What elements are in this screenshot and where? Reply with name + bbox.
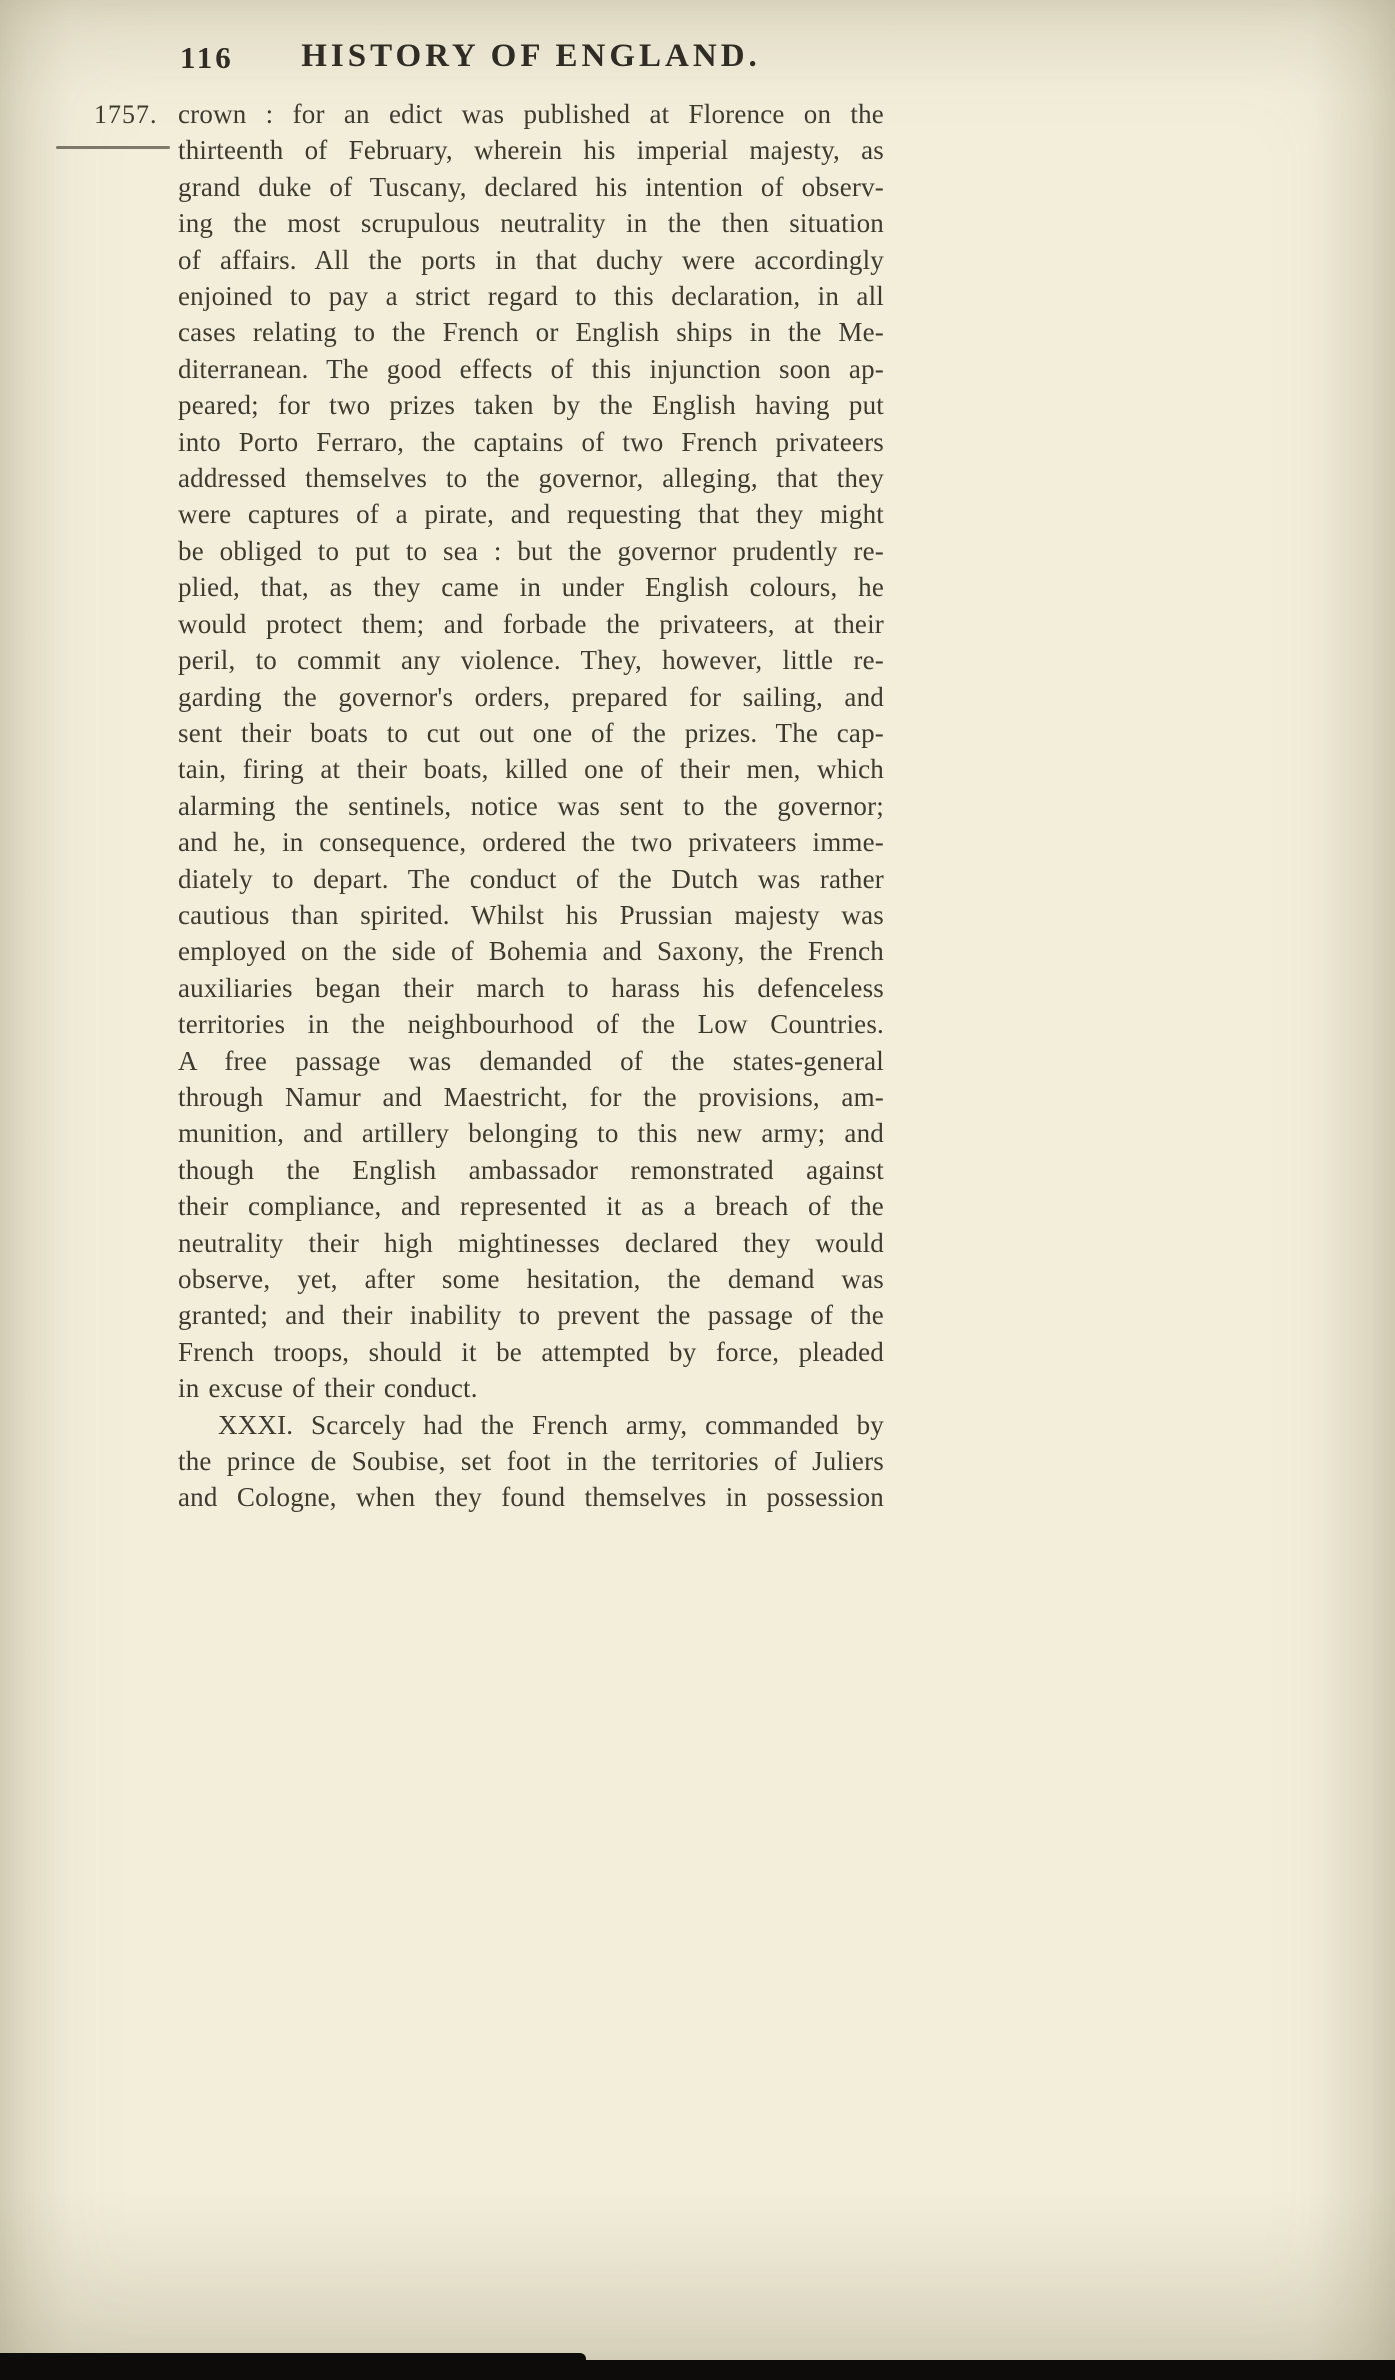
text-line: would protect them; and forbade the privateers, at their [178,608,884,639]
scan-edge-artifact [0,2360,1395,2380]
running-title: HISTORY OF ENGLAND. [301,38,761,74]
text-line: through Namur and Maestricht, for the provisions, am- [178,1081,884,1112]
text-line: peared; for two prizes taken by the English having put [178,390,884,421]
page-number: 116 [180,40,234,75]
text-line: and Cologne, when they found themselves in possession [178,1482,884,1513]
text-line: grand duke of Tuscany, declared his intention of observ- [178,171,884,202]
text-line: granted; and their inability to prevent the passage of the [178,1300,884,1331]
text-line: addressed themselves to the governor, alleging, that they [178,463,884,494]
text-line: and he, in consequence, ordered the two privateers imme- [178,827,884,858]
text-line: cautious than spirited. Whilst his Prussian majesty was [178,899,884,930]
text-line: cases relating to the French or English ships in the Me- [178,317,884,348]
text-line: A free passage was demanded of the states-general [178,1045,884,1076]
text-line: sent their boats to cut out one of the prizes. The cap- [178,717,884,748]
text-line: though the English ambassador remonstrated against [178,1154,884,1185]
text-line: diterranean. The good effects of this injunction soon ap- [178,353,884,384]
text-line: garding the governor's orders, prepared for sailing, and [178,681,884,712]
text-line: XXXI. Scarcely had the French army, commanded by [218,1409,884,1440]
text-line: their compliance, and represented it as a breach of the [178,1191,884,1222]
text-line: were captures of a pirate, and requesting that they might [178,499,884,530]
text-line: crown : for an edict was published at Florence on the [178,99,884,129]
text-line: peril, to commit any violence. They, however, little re- [178,645,884,676]
text-line: thirteenth of February, wherein his imperial majesty, as [178,135,884,166]
body-text [178,96,884,1516]
text-line: French troops, should it be attempted by force, pleaded [178,1336,884,1367]
text-line: enjoined to pay a strict regard to this declaration, in all [178,281,884,312]
text-line: into Porto Ferraro, the captains of two French privateers [178,426,884,457]
text-line: munition, and artillery belonging to this new army; and [178,1118,884,1149]
margin-year: 1757. [94,100,158,129]
margin-rule [56,146,170,149]
text-line: observe, yet, after some hesitation, the demand was [178,1264,884,1294]
text-line: alarming the sentinels, notice was sent to the governor; [178,790,884,821]
text-line: of affairs. All the ports in that duchy were accordingly [178,244,884,275]
text-line: territories in the neighbourhood of the Low Countries. [178,1009,884,1040]
text-line: auxiliaries began their march to harass his defenceless [178,972,884,1003]
text-line: ing the most scrupulous neutrality in the then situation [178,208,884,239]
text-line: be obliged to put to sea : but the governor prudently re- [178,535,884,566]
text-line: tain, firing at their boats, killed one of their men, which [178,754,884,785]
text-line: in excuse of their conduct. [178,1373,478,1404]
paragraph [178,96,884,1407]
text-line: diately to depart. The conduct of the Dutch was rather [178,863,884,894]
text-line: neutrality their high mightinesses declared they would [178,1227,884,1258]
text-line: employed on the side of Bohemia and Saxony, the French [178,936,884,967]
paragraph [178,1407,884,1516]
text-line: plied, that, as they came in under English colours, he [178,572,884,603]
text-line: the prince de Soubise, set foot in the territories of Juliers [178,1446,884,1477]
